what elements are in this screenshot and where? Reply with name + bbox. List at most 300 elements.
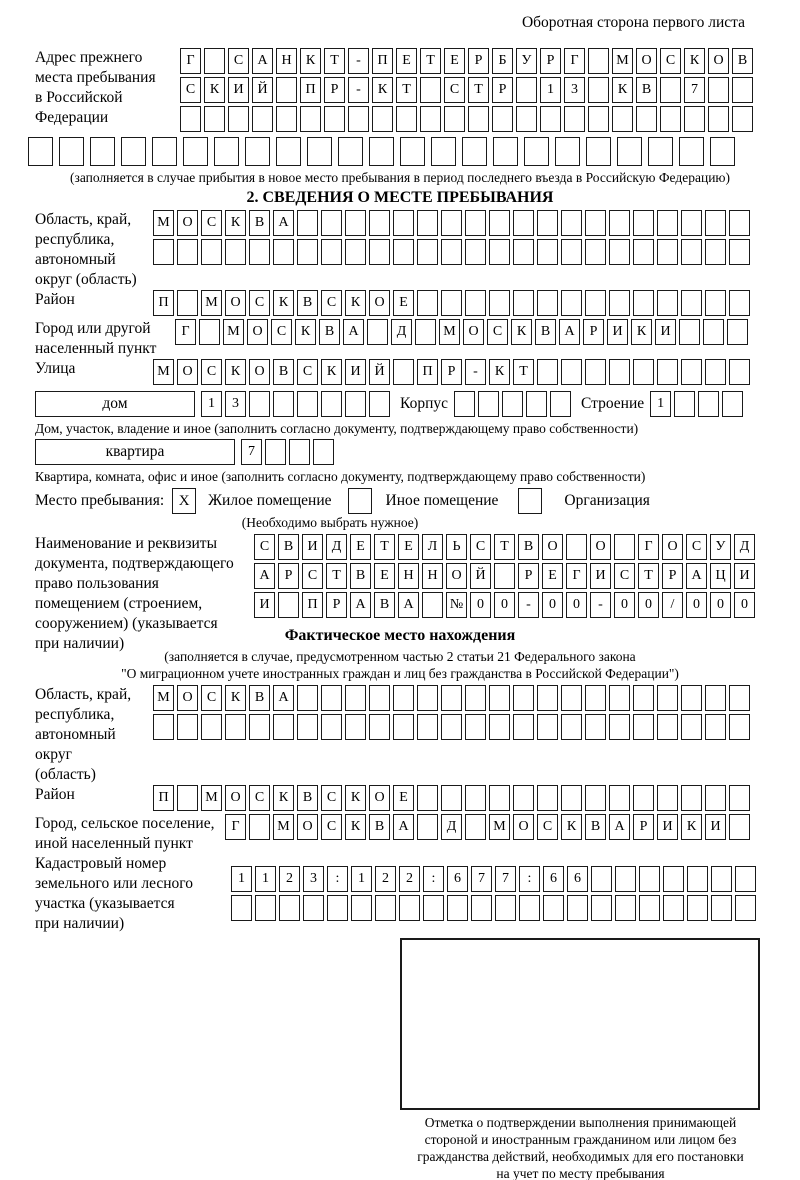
char-box[interactable]: К <box>225 685 246 711</box>
char-box[interactable] <box>417 714 438 740</box>
char-box[interactable] <box>516 77 537 103</box>
char-box[interactable]: П <box>372 48 393 74</box>
char-box[interactable] <box>729 785 750 811</box>
char-box[interactable] <box>585 714 606 740</box>
char-box[interactable]: О <box>590 534 611 560</box>
char-box[interactable] <box>422 592 443 618</box>
char-box[interactable]: - <box>348 77 369 103</box>
char-box[interactable] <box>657 290 678 316</box>
char-box[interactable]: Т <box>513 359 534 385</box>
char-box[interactable] <box>183 137 208 166</box>
char-box[interactable]: Т <box>396 77 417 103</box>
char-box[interactable]: Т <box>374 534 395 560</box>
char-box[interactable]: С <box>201 210 222 236</box>
char-box[interactable] <box>537 210 558 236</box>
char-box[interactable] <box>417 210 438 236</box>
char-box[interactable] <box>588 48 609 74</box>
char-box[interactable]: В <box>369 814 390 840</box>
char-box[interactable]: И <box>302 534 323 560</box>
char-box[interactable]: Й <box>470 563 491 589</box>
char-box[interactable]: В <box>374 592 395 618</box>
char-box[interactable]: - <box>518 592 539 618</box>
char-box[interactable] <box>732 106 753 132</box>
char-box[interactable] <box>705 685 726 711</box>
char-box[interactable] <box>729 814 750 840</box>
char-box[interactable] <box>705 785 726 811</box>
char-box[interactable]: С <box>271 319 292 345</box>
char-box[interactable]: Ь <box>446 534 467 560</box>
char-box[interactable] <box>612 106 633 132</box>
char-box[interactable] <box>735 895 756 921</box>
char-box[interactable] <box>513 685 534 711</box>
char-box[interactable]: 6 <box>543 866 564 892</box>
char-box[interactable]: В <box>297 290 318 316</box>
char-box[interactable] <box>444 106 465 132</box>
char-box[interactable] <box>489 239 510 265</box>
char-box[interactable]: К <box>345 814 366 840</box>
char-box[interactable] <box>633 714 654 740</box>
char-box[interactable]: С <box>297 359 318 385</box>
char-box[interactable] <box>585 785 606 811</box>
char-box[interactable] <box>153 714 174 740</box>
char-box[interactable]: Г <box>566 563 587 589</box>
char-box[interactable] <box>513 290 534 316</box>
char-box[interactable] <box>28 137 53 166</box>
char-box[interactable] <box>345 210 366 236</box>
char-box[interactable] <box>722 391 743 417</box>
char-box[interactable]: О <box>513 814 534 840</box>
char-box[interactable]: А <box>609 814 630 840</box>
char-box[interactable]: Н <box>398 563 419 589</box>
char-box[interactable]: С <box>614 563 635 589</box>
char-box[interactable]: Е <box>393 785 414 811</box>
char-box[interactable]: А <box>273 685 294 711</box>
char-box[interactable]: К <box>372 77 393 103</box>
char-box[interactable]: О <box>225 290 246 316</box>
char-box[interactable]: А <box>273 210 294 236</box>
char-box[interactable] <box>537 239 558 265</box>
char-box[interactable] <box>369 239 390 265</box>
char-box[interactable] <box>698 391 719 417</box>
char-box[interactable]: Т <box>468 77 489 103</box>
char-box[interactable]: 2 <box>375 866 396 892</box>
char-box[interactable]: П <box>153 785 174 811</box>
char-box[interactable]: Г <box>225 814 246 840</box>
char-box[interactable] <box>369 391 390 417</box>
char-box[interactable]: О <box>225 785 246 811</box>
char-box[interactable]: М <box>201 785 222 811</box>
char-box[interactable] <box>681 359 702 385</box>
char-box[interactable] <box>705 210 726 236</box>
char-box[interactable] <box>153 239 174 265</box>
char-box[interactable]: Г <box>180 48 201 74</box>
char-box[interactable]: 1 <box>231 866 252 892</box>
char-box[interactable]: К <box>204 77 225 103</box>
char-box[interactable] <box>537 685 558 711</box>
char-box[interactable]: Е <box>444 48 465 74</box>
char-box[interactable] <box>679 319 700 345</box>
char-box[interactable]: К <box>612 77 633 103</box>
char-box[interactable]: С <box>254 534 275 560</box>
char-box[interactable]: С <box>470 534 491 560</box>
char-box[interactable]: Д <box>326 534 347 560</box>
char-box[interactable]: А <box>393 814 414 840</box>
char-box[interactable] <box>502 391 523 417</box>
char-box[interactable] <box>729 290 750 316</box>
char-box[interactable]: 7 <box>471 866 492 892</box>
char-box[interactable]: В <box>732 48 753 74</box>
char-box[interactable] <box>633 685 654 711</box>
char-box[interactable]: 3 <box>303 866 324 892</box>
char-box[interactable] <box>615 895 636 921</box>
char-box[interactable]: 6 <box>567 866 588 892</box>
char-box[interactable] <box>585 239 606 265</box>
char-box[interactable]: 2 <box>399 866 420 892</box>
char-box[interactable]: Р <box>633 814 654 840</box>
char-box[interactable] <box>537 785 558 811</box>
char-box[interactable] <box>465 210 486 236</box>
char-box[interactable]: Н <box>422 563 443 589</box>
char-box[interactable] <box>393 714 414 740</box>
char-box[interactable] <box>657 359 678 385</box>
char-box[interactable] <box>345 391 366 417</box>
char-box[interactable] <box>369 137 394 166</box>
char-box[interactable]: 0 <box>686 592 707 618</box>
char-box[interactable]: Т <box>326 563 347 589</box>
char-box[interactable] <box>121 137 146 166</box>
char-box[interactable]: В <box>636 77 657 103</box>
char-box[interactable]: - <box>590 592 611 618</box>
char-box[interactable]: О <box>463 319 484 345</box>
char-box[interactable] <box>367 319 388 345</box>
char-box[interactable] <box>540 106 561 132</box>
char-box[interactable] <box>321 391 342 417</box>
char-box[interactable] <box>537 359 558 385</box>
char-box[interactable]: 1 <box>540 77 561 103</box>
char-box[interactable] <box>711 895 732 921</box>
char-box[interactable]: : <box>327 866 348 892</box>
char-box[interactable]: Е <box>393 290 414 316</box>
char-box[interactable] <box>729 359 750 385</box>
char-box[interactable] <box>537 290 558 316</box>
char-box[interactable]: 6 <box>447 866 468 892</box>
char-box[interactable] <box>393 239 414 265</box>
char-box[interactable] <box>660 77 681 103</box>
char-box[interactable] <box>513 785 534 811</box>
char-box[interactable]: Т <box>420 48 441 74</box>
char-box[interactable] <box>705 359 726 385</box>
char-box[interactable]: К <box>489 359 510 385</box>
char-box[interactable]: Й <box>369 359 390 385</box>
confirmation-stamp-box[interactable] <box>400 938 760 1110</box>
char-box[interactable] <box>441 210 462 236</box>
char-box[interactable]: И <box>590 563 611 589</box>
char-box[interactable] <box>289 439 310 465</box>
char-box[interactable]: Е <box>398 534 419 560</box>
char-box[interactable]: Д <box>441 814 462 840</box>
char-box[interactable]: 3 <box>564 77 585 103</box>
char-box[interactable] <box>228 106 249 132</box>
char-box[interactable] <box>513 714 534 740</box>
char-box[interactable]: М <box>153 685 174 711</box>
char-box[interactable]: О <box>249 359 270 385</box>
char-box[interactable] <box>297 714 318 740</box>
char-box[interactable] <box>561 239 582 265</box>
char-box[interactable] <box>441 785 462 811</box>
char-box[interactable] <box>585 290 606 316</box>
char-box[interactable] <box>617 137 642 166</box>
char-box[interactable] <box>465 714 486 740</box>
char-box[interactable]: Е <box>396 48 417 74</box>
char-box[interactable] <box>492 106 513 132</box>
char-box[interactable] <box>199 319 220 345</box>
char-box[interactable] <box>313 439 334 465</box>
char-box[interactable] <box>393 210 414 236</box>
char-box[interactable]: А <box>252 48 273 74</box>
char-box[interactable] <box>519 895 540 921</box>
char-box[interactable]: К <box>345 785 366 811</box>
char-box[interactable] <box>351 895 372 921</box>
char-box[interactable] <box>705 714 726 740</box>
char-box[interactable]: П <box>417 359 438 385</box>
char-box[interactable]: О <box>177 685 198 711</box>
char-box[interactable] <box>300 106 321 132</box>
char-box[interactable] <box>710 137 735 166</box>
char-box[interactable]: Р <box>662 563 683 589</box>
char-box[interactable]: Р <box>278 563 299 589</box>
char-box[interactable] <box>516 106 537 132</box>
char-box[interactable]: Р <box>441 359 462 385</box>
char-box[interactable]: О <box>662 534 683 560</box>
char-box[interactable]: Г <box>638 534 659 560</box>
char-box[interactable]: 3 <box>225 391 246 417</box>
char-box[interactable]: С <box>537 814 558 840</box>
char-box[interactable] <box>249 239 270 265</box>
char-box[interactable] <box>537 714 558 740</box>
char-box[interactable]: С <box>321 814 342 840</box>
char-box[interactable]: : <box>519 866 540 892</box>
char-box[interactable] <box>687 895 708 921</box>
char-box[interactable] <box>345 714 366 740</box>
char-box[interactable]: Т <box>324 48 345 74</box>
char-box[interactable]: Й <box>252 77 273 103</box>
char-box[interactable] <box>609 685 630 711</box>
char-box[interactable] <box>729 685 750 711</box>
char-box[interactable] <box>454 391 475 417</box>
char-box[interactable]: А <box>343 319 364 345</box>
char-box[interactable] <box>180 106 201 132</box>
char-box[interactable] <box>648 137 673 166</box>
char-box[interactable] <box>214 137 239 166</box>
char-box[interactable] <box>231 895 252 921</box>
char-box[interactable]: П <box>300 77 321 103</box>
char-box[interactable] <box>345 685 366 711</box>
char-box[interactable]: К <box>273 785 294 811</box>
char-box[interactable] <box>393 359 414 385</box>
checkbox-residential[interactable]: X <box>172 488 196 514</box>
char-box[interactable] <box>543 895 564 921</box>
char-box[interactable]: К <box>345 290 366 316</box>
char-box[interactable] <box>225 239 246 265</box>
char-box[interactable]: Р <box>583 319 604 345</box>
char-box[interactable] <box>708 77 729 103</box>
char-box[interactable] <box>660 106 681 132</box>
char-box[interactable] <box>555 137 580 166</box>
char-box[interactable] <box>561 685 582 711</box>
char-box[interactable] <box>177 290 198 316</box>
char-box[interactable]: А <box>559 319 580 345</box>
char-box[interactable] <box>297 391 318 417</box>
char-box[interactable]: П <box>302 592 323 618</box>
char-box[interactable] <box>431 137 456 166</box>
char-box[interactable]: 0 <box>470 592 491 618</box>
char-box[interactable] <box>338 137 363 166</box>
char-box[interactable]: С <box>201 359 222 385</box>
char-box[interactable] <box>633 359 654 385</box>
char-box[interactable] <box>705 290 726 316</box>
char-box[interactable]: М <box>439 319 460 345</box>
char-box[interactable]: С <box>302 563 323 589</box>
char-box[interactable] <box>345 239 366 265</box>
char-box[interactable]: Т <box>638 563 659 589</box>
char-box[interactable]: - <box>465 359 486 385</box>
char-box[interactable] <box>681 290 702 316</box>
char-box[interactable] <box>489 785 510 811</box>
char-box[interactable] <box>636 106 657 132</box>
char-box[interactable] <box>561 210 582 236</box>
char-box[interactable]: 2 <box>279 866 300 892</box>
char-box[interactable]: К <box>273 290 294 316</box>
char-box[interactable] <box>526 391 547 417</box>
char-box[interactable]: О <box>369 290 390 316</box>
char-box[interactable] <box>687 866 708 892</box>
char-box[interactable]: : <box>423 866 444 892</box>
char-box[interactable]: С <box>228 48 249 74</box>
char-box[interactable] <box>657 210 678 236</box>
char-box[interactable] <box>204 106 225 132</box>
char-box[interactable]: П <box>153 290 174 316</box>
char-box[interactable] <box>297 210 318 236</box>
char-box[interactable] <box>681 210 702 236</box>
char-box[interactable]: М <box>201 290 222 316</box>
char-box[interactable] <box>245 137 270 166</box>
char-box[interactable]: У <box>710 534 731 560</box>
char-box[interactable]: 7 <box>241 439 262 465</box>
char-box[interactable]: А <box>398 592 419 618</box>
char-box[interactable]: Н <box>276 48 297 74</box>
char-box[interactable]: К <box>225 359 246 385</box>
char-box[interactable]: 1 <box>255 866 276 892</box>
char-box[interactable]: В <box>249 210 270 236</box>
char-box[interactable] <box>681 714 702 740</box>
char-box[interactable] <box>177 714 198 740</box>
char-box[interactable] <box>321 714 342 740</box>
char-box[interactable] <box>561 359 582 385</box>
char-box[interactable] <box>273 714 294 740</box>
char-box[interactable]: Г <box>175 319 196 345</box>
char-box[interactable] <box>639 866 660 892</box>
char-box[interactable]: С <box>201 685 222 711</box>
char-box[interactable]: Ц <box>710 563 731 589</box>
char-box[interactable]: - <box>348 48 369 74</box>
char-box[interactable] <box>708 106 729 132</box>
char-box[interactable] <box>255 895 276 921</box>
char-box[interactable] <box>633 210 654 236</box>
char-box[interactable] <box>321 685 342 711</box>
char-box[interactable]: С <box>249 290 270 316</box>
char-box[interactable]: Р <box>468 48 489 74</box>
char-box[interactable]: В <box>297 785 318 811</box>
char-box[interactable] <box>465 685 486 711</box>
char-box[interactable]: 0 <box>494 592 515 618</box>
char-box[interactable] <box>489 714 510 740</box>
char-box[interactable] <box>586 137 611 166</box>
char-box[interactable] <box>249 714 270 740</box>
char-box[interactable]: 7 <box>495 866 516 892</box>
char-box[interactable] <box>417 814 438 840</box>
char-box[interactable]: Д <box>734 534 755 560</box>
char-box[interactable] <box>727 319 748 345</box>
char-box[interactable] <box>417 685 438 711</box>
char-box[interactable]: У <box>516 48 537 74</box>
char-box[interactable] <box>307 137 332 166</box>
char-box[interactable] <box>524 137 549 166</box>
char-box[interactable]: 0 <box>638 592 659 618</box>
char-box[interactable] <box>615 866 636 892</box>
char-box[interactable] <box>303 895 324 921</box>
char-box[interactable]: Р <box>518 563 539 589</box>
char-box[interactable] <box>609 290 630 316</box>
char-box[interactable] <box>550 391 571 417</box>
char-box[interactable]: Г <box>564 48 585 74</box>
char-box[interactable]: А <box>254 563 275 589</box>
char-box[interactable]: О <box>708 48 729 74</box>
char-box[interactable] <box>396 106 417 132</box>
char-box[interactable] <box>59 137 84 166</box>
char-box[interactable]: К <box>631 319 652 345</box>
char-box[interactable] <box>478 391 499 417</box>
char-box[interactable]: К <box>511 319 532 345</box>
char-box[interactable] <box>278 592 299 618</box>
char-box[interactable] <box>681 685 702 711</box>
char-box[interactable] <box>663 866 684 892</box>
char-box[interactable] <box>674 391 695 417</box>
char-box[interactable] <box>657 685 678 711</box>
char-box[interactable] <box>609 210 630 236</box>
char-box[interactable] <box>591 866 612 892</box>
char-box[interactable]: О <box>636 48 657 74</box>
char-box[interactable]: Д <box>391 319 412 345</box>
char-box[interactable] <box>372 106 393 132</box>
char-box[interactable] <box>369 714 390 740</box>
char-box[interactable] <box>561 290 582 316</box>
char-box[interactable] <box>327 895 348 921</box>
char-box[interactable]: № <box>446 592 467 618</box>
char-box[interactable] <box>252 106 273 132</box>
char-box[interactable] <box>393 685 414 711</box>
char-box[interactable] <box>177 785 198 811</box>
char-box[interactable] <box>489 685 510 711</box>
char-box[interactable] <box>321 210 342 236</box>
char-box[interactable]: Е <box>374 563 395 589</box>
char-box[interactable]: И <box>705 814 726 840</box>
char-box[interactable] <box>609 785 630 811</box>
char-box[interactable] <box>588 77 609 103</box>
char-box[interactable] <box>703 319 724 345</box>
char-box[interactable] <box>684 106 705 132</box>
char-box[interactable]: И <box>228 77 249 103</box>
char-box[interactable] <box>177 239 198 265</box>
